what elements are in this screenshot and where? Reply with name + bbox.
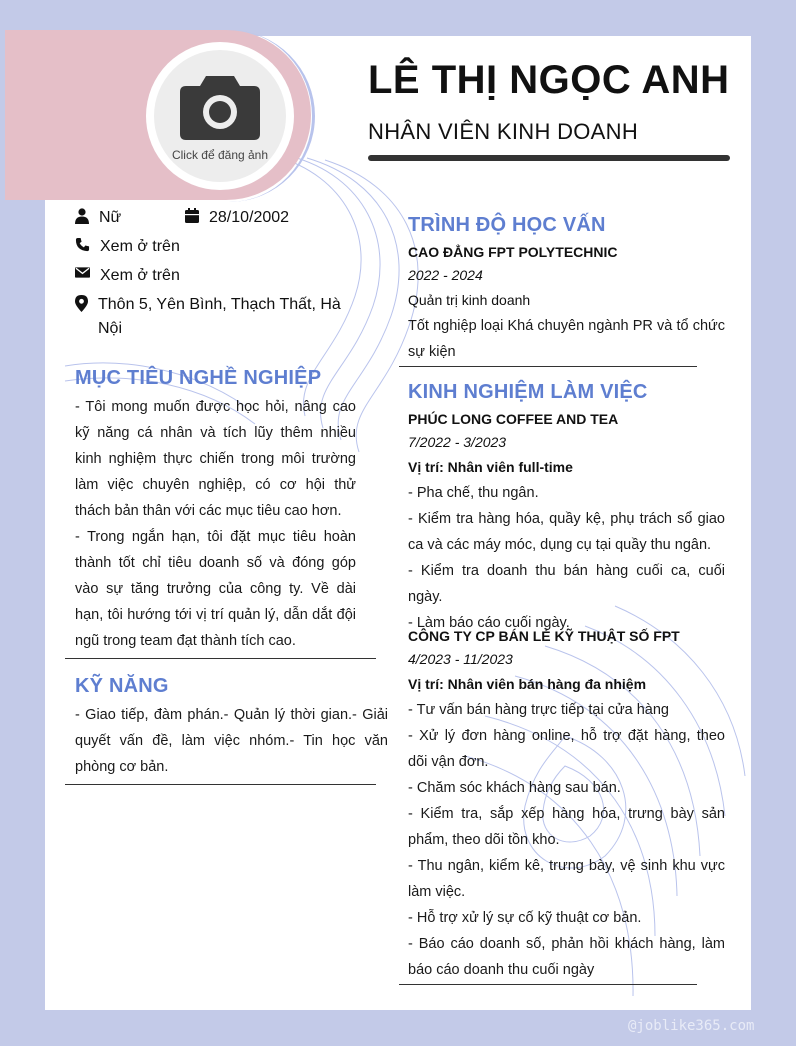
skills-paragraph: - Giao tiếp, đàm phán.- Quản lý thời gian.- Giải quyết vấn đề, làm việc nhóm.- Tin học văn phòng cơ bản. [75, 707, 388, 775]
duty-item: - Pha chế, thu ngân. [408, 485, 539, 501]
duty-item: - Kiểm tra hàng hóa, quầy kệ, phụ trách sổ giao ca và các máy móc, dụng cụ tại quầy thu ngân. [408, 511, 725, 553]
photo-placeholder[interactable] [154, 50, 286, 182]
duty-item: - Xử lý đơn hàng online, hỗ trợ đặt hàng, theo dõi vận đơn. [408, 728, 725, 770]
objective-heading: MỤC TIÊU NGHỀ NGHIỆP [75, 367, 322, 389]
contact-phone [75, 235, 180, 259]
birthday-value: 28/10/2002 [209, 209, 290, 226]
contact-address [75, 293, 355, 341]
phone-value: Xem ở trên [100, 238, 180, 255]
education-note [408, 313, 725, 365]
duty-item: - Kiểm tra doanh thu bán hàng cuối ca, cuối ngày. [408, 563, 725, 605]
duty-item: - Thu ngân, kiểm kê, trưng bày, vệ sinh khu vực làm việc. [408, 858, 725, 900]
objective-paragraph: - Trong ngắn hạn, tôi đặt mục tiêu hoàn thành tốt chỉ tiêu doanh số và đóng góp vào sự tăng trưởng của công ty. Về dài hạn, tôi hướng tới vị trí quản lý, dẫn dắt đội ngũ trong team đạt thành tích cao. [75, 529, 356, 649]
duty-item: - Kiểm tra, sắp xếp hàng hóa, trưng bày sản phẩm, theo dõi tồn kho. [408, 806, 725, 848]
contact-gender [75, 206, 121, 230]
job-duties [408, 697, 725, 983]
job-position: Vị trí: Nhân viên full-time [408, 459, 573, 475]
job-period: 7/2022 - 3/2023 [408, 434, 507, 450]
education-period: 2022 - 2024 [408, 267, 483, 283]
section-divider [399, 366, 697, 367]
education-note-text: Tốt nghiệp loại Khá chuyên ngành PR và tổ chức sự kiện [408, 318, 725, 360]
envelope-icon [75, 266, 90, 279]
objective-text [75, 394, 356, 654]
title-underline [368, 155, 730, 161]
address-value: Thôn 5, Yên Bình, Thạch Thất, Hà Nội [98, 296, 341, 337]
job-duties [408, 480, 725, 636]
duty-item: - Tư vấn bán hàng trực tiếp tại cửa hàng [408, 702, 669, 718]
job-period: 4/2023 - 11/2023 [408, 651, 513, 667]
gender-value: Nữ [99, 209, 122, 226]
education-heading: TRÌNH ĐỘ HỌC VẤN [408, 214, 606, 236]
section-divider [65, 784, 376, 785]
camera-icon [178, 70, 262, 142]
education-major: Quản trị kinh doanh [408, 292, 531, 308]
job-company: PHÚC LONG COFFEE AND TEA [408, 411, 619, 427]
section-divider [65, 658, 376, 659]
skills-heading: KỸ NĂNG [75, 675, 169, 697]
job-position: Vị trí: Nhân viên bán hàng đa nhiệm [408, 676, 647, 692]
watermark: @joblike365.com [628, 1018, 755, 1034]
photo-caption: Click để đăng ảnh [171, 148, 269, 162]
email-value: Xem ở trên [100, 267, 180, 284]
duty-item: - Chăm sóc khách hàng sau bán. [408, 780, 621, 796]
candidate-name: LÊ THỊ NGỌC ANH [368, 58, 730, 102]
experience-heading: KINH NGHIỆM LÀM VIỆC [408, 381, 648, 403]
duty-item: - Hỗ trợ xử lý sự cố kỹ thuật cơ bản. [408, 910, 642, 926]
skills-text [75, 702, 388, 780]
objective-paragraph: - Tôi mong muốn được học hỏi, nâng cao kỹ năng cá nhân và tích lũy thêm nhiều kinh nghiệm thực chiến trong môi trường làm việc chuyên nghiệp, có cơ hội thử thách bản thân với các mục tiêu cao hơn. [75, 399, 356, 519]
contact-email [75, 264, 180, 288]
duty-item: - Làm báo cáo cuối ngày. [408, 615, 570, 631]
profile-photo-upload[interactable] [146, 42, 294, 190]
phone-icon [75, 237, 90, 252]
user-icon [75, 208, 89, 224]
location-pin-icon [75, 295, 88, 312]
contact-birthday [185, 206, 289, 230]
duty-item: - Báo cáo doanh số, phản hồi khách hàng, làm báo cáo doanh thu cuối ngày [408, 936, 725, 978]
education-school: CAO ĐẲNG FPT POLYTECHNIC [408, 244, 618, 260]
calendar-icon [185, 208, 199, 223]
job-company: CÔNG TY CP BÁN LẺ KỸ THUẬT SỐ FPT [408, 628, 680, 644]
section-divider [399, 984, 697, 985]
job-title: NHÂN VIÊN KINH DOANH [368, 119, 639, 144]
